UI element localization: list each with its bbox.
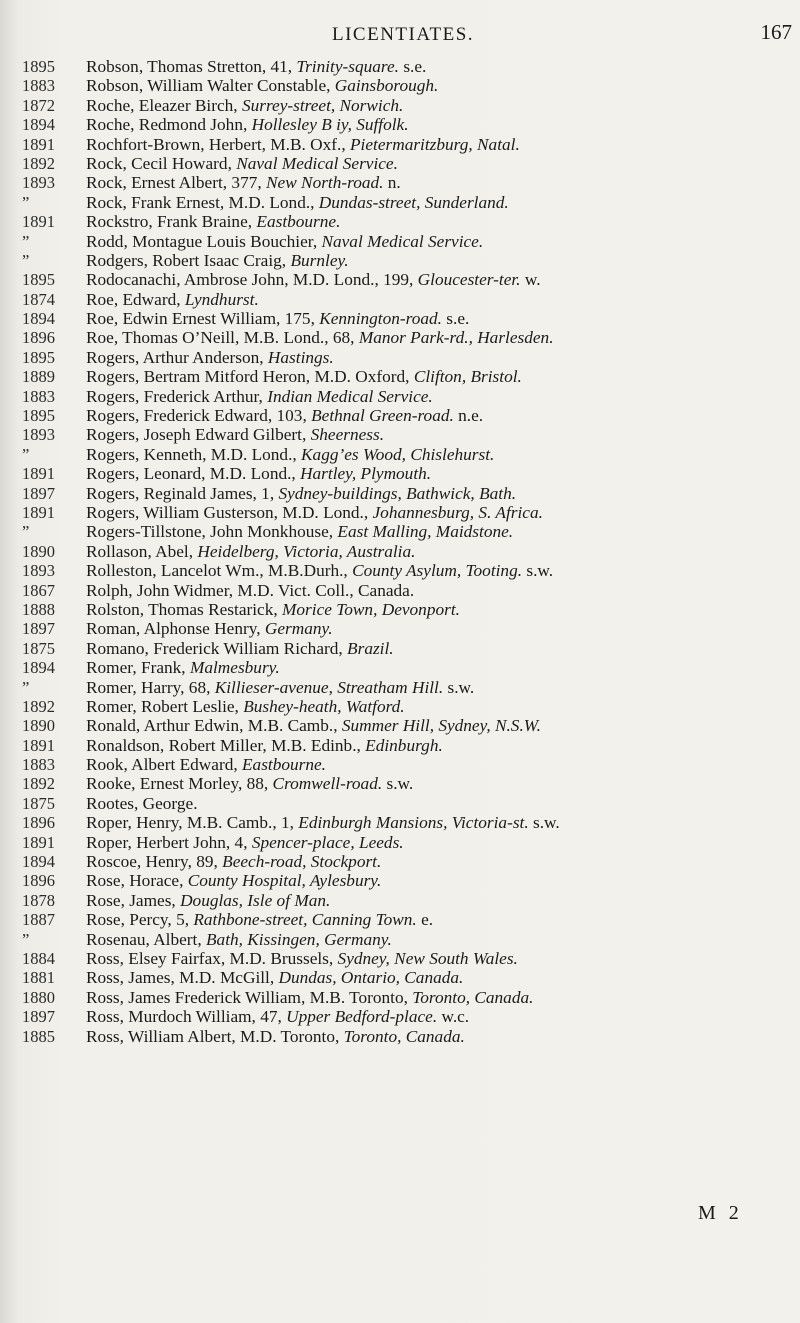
entry-address: Morice Town, Devonport.: [282, 599, 460, 619]
entry-name: Robson, Thomas Stretton, 41,: [86, 57, 297, 76]
year-cell: 1891: [22, 735, 55, 755]
entry-name: Rogers, Reginald James, 1,: [86, 483, 279, 503]
register-entry: [86, 348, 800, 367]
year-cell: 1896: [22, 813, 55, 833]
register-entry: [86, 135, 800, 154]
running-head: LICENTIATES.: [332, 24, 475, 45]
entry-address: Kagg’es Wood, Chislehurst.: [301, 444, 495, 464]
entry-address: Beech-road, Stockport.: [222, 852, 382, 872]
entry-name: Romer, Harry, 68,: [86, 677, 215, 697]
entry-name: Roper, Herbert John, 4,: [86, 832, 252, 852]
entry-address: Johannesburg, S. Africa.: [372, 502, 543, 522]
register-entry: [86, 639, 800, 658]
register-entry: [86, 232, 800, 251]
entry-address: Hollesley B iy, Suffolk.: [251, 115, 409, 135]
register-entry: [86, 716, 800, 735]
register-entry: [86, 755, 800, 774]
entry-address: Eastbourne.: [242, 755, 327, 775]
register-entry: [86, 813, 800, 832]
year-cell: 1897: [22, 619, 55, 639]
year-cell: 1887: [22, 910, 55, 930]
entry-address: Clifton, Bristol.: [413, 367, 522, 387]
year-cell: 1895: [22, 270, 55, 290]
year-cell: 1875: [22, 638, 55, 658]
register-entry: [86, 387, 800, 406]
entry-district: s.e.: [441, 309, 470, 329]
register-entry: [86, 522, 800, 541]
register-entry: [86, 173, 800, 192]
entry-name: Rock, Cecil Howard,: [86, 153, 237, 173]
entry-address: Eastbourne.: [256, 212, 341, 232]
entry-address: Toronto, Canada.: [343, 1026, 465, 1046]
entry-name: Rose, James,: [86, 890, 181, 910]
entry-name: Rollason, Abel,: [86, 541, 198, 561]
year-cell: 1891: [22, 212, 55, 232]
register-entry: [86, 1007, 800, 1026]
entry-name: Roper, Henry, M.B. Camb., 1,: [86, 813, 299, 833]
register-entry: [86, 891, 800, 910]
register-entry: [86, 988, 800, 1007]
entry-name: Rockstro, Frank Braine,: [86, 212, 257, 232]
entry-address: Douglas, Isle of Man.: [180, 890, 331, 910]
register-entry: [86, 542, 800, 561]
entry-name: Roche, Eleazer Birch,: [86, 95, 242, 115]
register-entry: [86, 484, 800, 503]
register-entry: [86, 794, 800, 813]
entry-name: Rogers, Joseph Edward Gilbert,: [86, 425, 311, 445]
entry-name: Rogers-Tillstone, John Monkhouse,: [86, 522, 338, 542]
year-cell: 1891: [22, 464, 55, 484]
entry-name: Roe, Edward,: [86, 289, 185, 309]
entry-name: Roche, Redmond John,: [86, 115, 252, 135]
register-entry: [86, 464, 800, 483]
year-cell: 1890: [22, 716, 55, 736]
register-entry: [86, 445, 800, 464]
entry-name: Roe, Edwin Ernest William, 175,: [86, 309, 320, 329]
entry-name: Rose, Percy, 5,: [86, 910, 194, 930]
entry-name: Rook, Albert Edward,: [86, 755, 242, 775]
entry-name: Roman, Alphonse Henry,: [86, 619, 265, 639]
entry-district: s.e.: [399, 57, 427, 76]
year-cell: 1893: [22, 173, 55, 193]
entry-address: New North-road.: [266, 173, 384, 193]
entry-address: Cromwell-road.: [272, 774, 383, 794]
year-cell: 1874: [22, 289, 55, 309]
entry-address: Trinity-square.: [296, 57, 399, 76]
register-entry: [86, 212, 800, 231]
register-entry: [86, 367, 800, 386]
entry-name: Rock, Frank Ernest, M.D. Lond.,: [86, 192, 319, 212]
entry-address: Rathbone-street, Canning Town.: [193, 910, 417, 930]
entry-name: Roscoe, Henry, 89,: [86, 852, 223, 872]
entry-name: Romer, Frank,: [86, 658, 190, 678]
entry-address: Naval Medical Service.: [236, 153, 398, 173]
register-entry: [86, 290, 800, 309]
entry-name: Rolph, John Widmer, M.D. Vict. Coll., Canada.: [86, 580, 415, 600]
year-cell: 1893: [22, 425, 55, 445]
entry-address: Killieser-avenue, Streatham Hill.: [214, 677, 444, 697]
year-cell: 1893: [22, 561, 55, 581]
entry-address: Hartley, Plymouth.: [300, 464, 432, 484]
entry-address: Dundas, Ontario, Canada.: [278, 968, 464, 988]
register-entry: [86, 154, 800, 173]
year-cell: 1883: [22, 76, 55, 96]
entry-district: s.w.: [382, 774, 414, 794]
entry-address: Bath, Kissingen, Germany.: [206, 929, 392, 949]
entry-district: s.w.: [522, 561, 554, 581]
year-cell: 1878: [22, 890, 55, 910]
entry-district: n.e.: [453, 406, 484, 426]
year-cell: ”: [22, 250, 30, 270]
entry-address: County Hospital, Aylesbury.: [187, 871, 382, 891]
register-entry: [86, 736, 800, 755]
entry-address: Manor Park-rd., Harlesden.: [358, 328, 554, 348]
entry-name: Rogers, Leonard, M.D. Lond.,: [86, 464, 301, 484]
year-cell: 1883: [22, 755, 55, 775]
register-entry: [86, 561, 800, 580]
entry-name: Rochfort-Brown, Herbert, M.B. Oxf.,: [86, 134, 350, 154]
entry-name: Ronaldson, Robert Miller, M.B. Edinb.,: [86, 735, 366, 755]
entry-address: Toronto, Canada.: [412, 987, 534, 1007]
entry-name: Ross, Elsey Fairfax, M.D. Brussels,: [86, 948, 338, 968]
year-cell: 1867: [22, 580, 55, 600]
entry-name: Robson, William Walter Constable,: [86, 76, 335, 96]
entry-name: Rooke, Ernest Morley, 88,: [86, 774, 273, 794]
entry-address: Gloucester-ter.: [417, 270, 521, 290]
entry-district: w.: [520, 270, 541, 290]
entry-address: Kennington-road.: [319, 309, 442, 329]
entry-district: e.: [416, 910, 434, 930]
year-cell: 1885: [22, 1026, 55, 1046]
entry-address: Upper Bedford-place.: [286, 1007, 438, 1027]
entry-address: Malmesbury.: [189, 658, 280, 678]
entry-name: Rogers, Frederick Arthur,: [86, 386, 268, 406]
entry-address: Bushey-heath, Watford.: [243, 696, 405, 716]
entry-name: Ronald, Arthur Edwin, M.B. Camb.,: [86, 716, 342, 736]
register-entry: [86, 1027, 800, 1046]
entry-name: Rogers, William Gusterson, M.D. Lond.,: [86, 502, 373, 522]
year-cell: 1895: [22, 406, 55, 426]
year-cell: 1891: [22, 134, 55, 154]
year-cell: ”: [22, 677, 30, 697]
entry-address: Sydney-buildings, Bathwick, Bath.: [278, 483, 517, 503]
year-cell: 1880: [22, 987, 55, 1007]
entry-address: Heidelberg, Victoria, Australia.: [197, 541, 416, 561]
entry-name: Rose, Horace,: [86, 871, 188, 891]
year-cell: 1894: [22, 115, 55, 135]
year-cell: 1892: [22, 153, 55, 173]
entry-name: Roe, Thomas O’Neill, M.B. Lond., 68,: [86, 328, 359, 348]
entry-address: Edinburgh Mansions, Victoria-st.: [298, 813, 529, 833]
page-header: [0, 20, 800, 50]
year-cell: ”: [22, 192, 30, 212]
register-entry: [86, 619, 800, 638]
year-cell: 1891: [22, 502, 55, 522]
entry-address: Spencer-place, Leeds.: [251, 832, 404, 852]
entry-name: Romer, Robert Leslie,: [86, 696, 244, 716]
entry-name: Rodd, Montague Louis Bouchier,: [86, 231, 322, 251]
entry-name: Rolleston, Lancelot Wm., M.B.Durh.,: [86, 561, 353, 581]
register-entry: [86, 968, 800, 987]
entry-name: Ross, James Frederick William, M.B. Toronto,: [86, 987, 413, 1007]
entry-district: s.w.: [528, 813, 560, 833]
page-number: 167: [760, 20, 792, 44]
year-cell: 1889: [22, 367, 55, 387]
register-entry: [86, 833, 800, 852]
register-entry: [86, 774, 800, 793]
year-cell: 1894: [22, 309, 55, 329]
entry-address: Germany.: [264, 619, 333, 639]
entry-address: Sheerness.: [310, 425, 385, 445]
year-cell: 1892: [22, 696, 55, 716]
year-cell: ”: [22, 231, 30, 251]
register-entry: [86, 328, 800, 347]
register-entry: [86, 503, 800, 522]
entry-address: Brazil.: [347, 638, 394, 658]
year-cell: 1894: [22, 852, 55, 872]
year-cell: 1875: [22, 793, 55, 813]
entry-name: Rolston, Thomas Restarick,: [86, 599, 283, 619]
year-cell: 1892: [22, 774, 55, 794]
entry-address: Hastings.: [267, 347, 334, 367]
year-cell: 1891: [22, 832, 55, 852]
entry-district: n.: [383, 173, 401, 193]
register-entry: [86, 949, 800, 968]
entry-name: Rodocanachi, Ambrose John, M.D. Lond., 199,: [86, 270, 418, 290]
entry-name: Rogers, Kenneth, M.D. Lond.,: [86, 444, 302, 464]
entry-address: Surrey-street, Norwich.: [241, 95, 404, 115]
entry-address: Gainsborough.: [334, 76, 439, 96]
year-cell: 1884: [22, 948, 55, 968]
register-entry: [86, 425, 800, 444]
year-cell: 1881: [22, 968, 55, 988]
register-entry: [86, 193, 800, 212]
register-entry: [86, 581, 800, 600]
year-cell: ”: [22, 522, 30, 542]
register-entry: [86, 678, 800, 697]
entry-address: Dundas-street, Sunderland.: [318, 192, 509, 212]
year-cell: 1895: [22, 57, 55, 76]
register-entry: [86, 96, 800, 115]
entry-address: Burnley.: [290, 250, 349, 270]
entry-address: Indian Medical Service.: [267, 386, 433, 406]
entry-address: Bethnal Green-road.: [311, 406, 454, 426]
year-cell: 1883: [22, 386, 55, 406]
register-entry: [86, 57, 800, 76]
year-cell: 1897: [22, 1007, 55, 1027]
entry-name: Ross, William Albert, M.D. Toronto,: [86, 1026, 344, 1046]
year-cell: 1888: [22, 599, 55, 619]
year-column: [22, 57, 74, 1046]
entry-address: Edinburgh.: [365, 735, 443, 755]
register-entry: [86, 115, 800, 134]
register-entry: [86, 910, 800, 929]
register-entry: [86, 76, 800, 95]
register-entry: [86, 658, 800, 677]
entry-name: Rogers, Bertram Mitford Heron, M.D. Oxford,: [86, 367, 414, 387]
register-entry: [86, 309, 800, 328]
year-cell: ”: [22, 444, 30, 464]
entry-address: Sydney, New South Wales.: [337, 948, 518, 968]
entry-district: w.c.: [437, 1007, 470, 1027]
entry-address: East Malling, Maidstone.: [337, 522, 514, 542]
year-cell: 1896: [22, 328, 55, 348]
register-entry: [86, 852, 800, 871]
year-cell: 1896: [22, 871, 55, 891]
year-cell: 1872: [22, 95, 55, 115]
register-entry: [86, 406, 800, 425]
register-entry: [86, 600, 800, 619]
year-cell: 1897: [22, 483, 55, 503]
entry-district: s.w.: [443, 677, 475, 697]
register-entry: [86, 270, 800, 289]
entry-name: Rock, Ernest Albert, 377,: [86, 173, 266, 193]
register-entry: [86, 251, 800, 270]
entry-name: Rosenau, Albert,: [86, 929, 206, 949]
register-entry: [86, 871, 800, 890]
entry-name: Romano, Frederick William Richard,: [86, 638, 348, 658]
register-entry: [86, 697, 800, 716]
register-entry: [86, 930, 800, 949]
entry-address: Naval Medical Service.: [321, 231, 484, 251]
entry-name: Ross, James, M.D. McGill,: [86, 968, 279, 988]
entry-address: County Asylum, Tooting.: [352, 561, 523, 581]
entry-name: Rogers, Arthur Anderson,: [86, 347, 268, 367]
entry-name: Rootes, George.: [86, 793, 198, 813]
signature-mark: M 2: [698, 1202, 743, 1224]
entry-name: Ross, Murdoch William, 47,: [86, 1007, 287, 1027]
entry-name: Rodgers, Robert Isaac Craig,: [86, 250, 291, 270]
entry-name: Rogers, Frederick Edward, 103,: [86, 406, 312, 426]
entry-address: Lyndhurst.: [184, 289, 259, 309]
year-cell: ”: [22, 929, 30, 949]
year-cell: 1894: [22, 658, 55, 678]
entry-address: Pietermaritzburg, Natal.: [349, 134, 520, 154]
entry-address: Summer Hill, Sydney, N.S.W.: [341, 716, 541, 736]
year-cell: 1890: [22, 541, 55, 561]
entries-column: [86, 57, 800, 1046]
year-cell: 1895: [22, 347, 55, 367]
